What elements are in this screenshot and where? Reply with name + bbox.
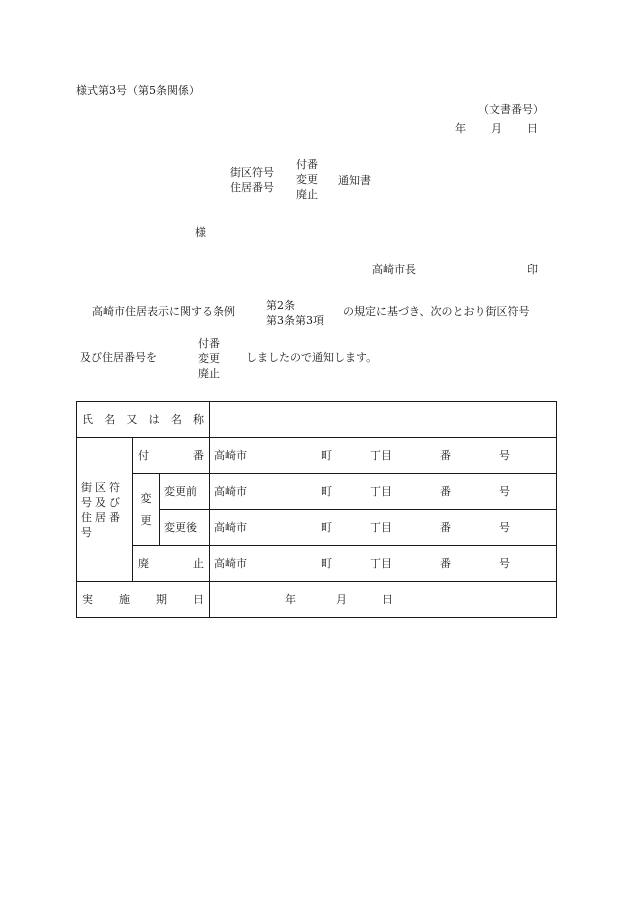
name-label-char: 又 (126, 413, 138, 426)
change-label-cell (133, 474, 160, 546)
address-group-label-line: 号 (81, 525, 95, 539)
addr-city: 高崎市 (214, 449, 248, 462)
impl-date-cell[interactable] (210, 582, 557, 618)
impl-label-cell (77, 582, 210, 618)
impl-label-char: 実 (82, 593, 93, 606)
body-article: 第3条第3項 (266, 314, 324, 327)
after-address-cell[interactable] (210, 510, 557, 546)
title-left-line: 街区符号 (230, 166, 274, 179)
body-option: 付番 (198, 337, 220, 350)
name-label-char: は (148, 413, 160, 426)
assign-label-char: 番 (193, 449, 205, 462)
addr-ban: 番 (440, 449, 452, 462)
notification-table (76, 401, 557, 618)
title-option: 変更 (296, 173, 318, 186)
assign-address-cell[interactable] (210, 438, 557, 474)
change-label-char: 変 (140, 491, 152, 505)
abolish-address-cell[interactable] (210, 546, 557, 582)
body-article: 第2条 (266, 299, 295, 312)
addr-city: 高崎市 (214, 521, 248, 534)
address-group-label-line: 住居番 (81, 510, 123, 524)
addr-town: 町 (321, 557, 333, 570)
assign-label-cell (133, 438, 210, 474)
addr-ban: 番 (440, 485, 452, 498)
addr-city: 高崎市 (214, 557, 248, 570)
body-articles (266, 298, 324, 328)
address-group-label-line: 街区符 (81, 480, 123, 494)
addr-ban: 番 (440, 521, 452, 534)
addr-go: 号 (499, 521, 511, 534)
addr-go: 号 (499, 557, 511, 570)
body-option: 変更 (198, 352, 220, 365)
before-label-cell: 変更前 (160, 474, 210, 510)
title-option: 付番 (296, 158, 318, 171)
name-value-cell[interactable] (210, 402, 557, 438)
seal-mark: 印 (527, 263, 538, 276)
body-line2-prefix: 及び住居番号を (80, 351, 157, 364)
title-option: 廃止 (296, 188, 318, 201)
assign-label-char: 付 (138, 449, 149, 462)
header-year: 年 (455, 122, 466, 135)
before-address-cell[interactable] (210, 474, 557, 510)
body-options (198, 336, 220, 381)
name-label-cell (77, 402, 210, 438)
title-left (230, 165, 274, 195)
change-label-char: 更 (140, 513, 152, 527)
addr-chome: 丁目 (370, 557, 393, 570)
abolish-label-cell (133, 546, 210, 582)
document-number: （文書番号） (478, 103, 544, 116)
addr-town: 町 (321, 449, 333, 462)
header-month: 月 (491, 122, 502, 135)
body-line1-suffix: の規定に基づき、次のとおり街区符号 (343, 305, 530, 318)
addressee-suffix: 様 (195, 226, 206, 239)
sender-name: 高崎市長 (372, 263, 416, 276)
addr-chome: 丁目 (370, 449, 393, 462)
name-label-char: 氏 (82, 413, 93, 426)
title-left-line: 住居番号 (230, 181, 274, 194)
addr-go: 号 (499, 449, 511, 462)
addr-chome: 丁目 (370, 485, 393, 498)
address-group-label-line: 号及び (81, 495, 123, 509)
impl-year: 年 (285, 593, 297, 606)
impl-month: 月 (336, 593, 348, 606)
addr-town: 町 (321, 485, 333, 498)
impl-day: 日 (382, 593, 394, 606)
header-day: 日 (527, 122, 538, 135)
addr-ban: 番 (440, 557, 452, 570)
name-label-char: 称 (193, 413, 205, 426)
address-group-label-cell (77, 438, 133, 582)
name-label-char: 名 (170, 413, 182, 426)
body-line2-suffix: しましたので通知します。 (246, 351, 378, 364)
after-label-cell: 変更後 (160, 510, 210, 546)
impl-label-char: 日 (193, 593, 204, 606)
title-options (296, 157, 318, 202)
addr-city: 高崎市 (214, 485, 248, 498)
form-number: 様式第3号（第5条関係） (76, 84, 200, 97)
addr-chome: 丁目 (370, 521, 393, 534)
impl-label-char: 期 (156, 593, 167, 606)
name-label-char: 名 (104, 413, 116, 426)
abolish-label-char: 止 (193, 557, 205, 570)
title-suffix: 通知書 (338, 174, 371, 187)
addr-go: 号 (499, 485, 511, 498)
impl-label-char: 施 (119, 593, 130, 606)
addr-town: 町 (321, 521, 333, 534)
body-line1-prefix: 高崎市住居表示に関する条例 (92, 305, 235, 318)
body-option: 廃止 (198, 367, 220, 380)
abolish-label-char: 廃 (138, 557, 149, 570)
